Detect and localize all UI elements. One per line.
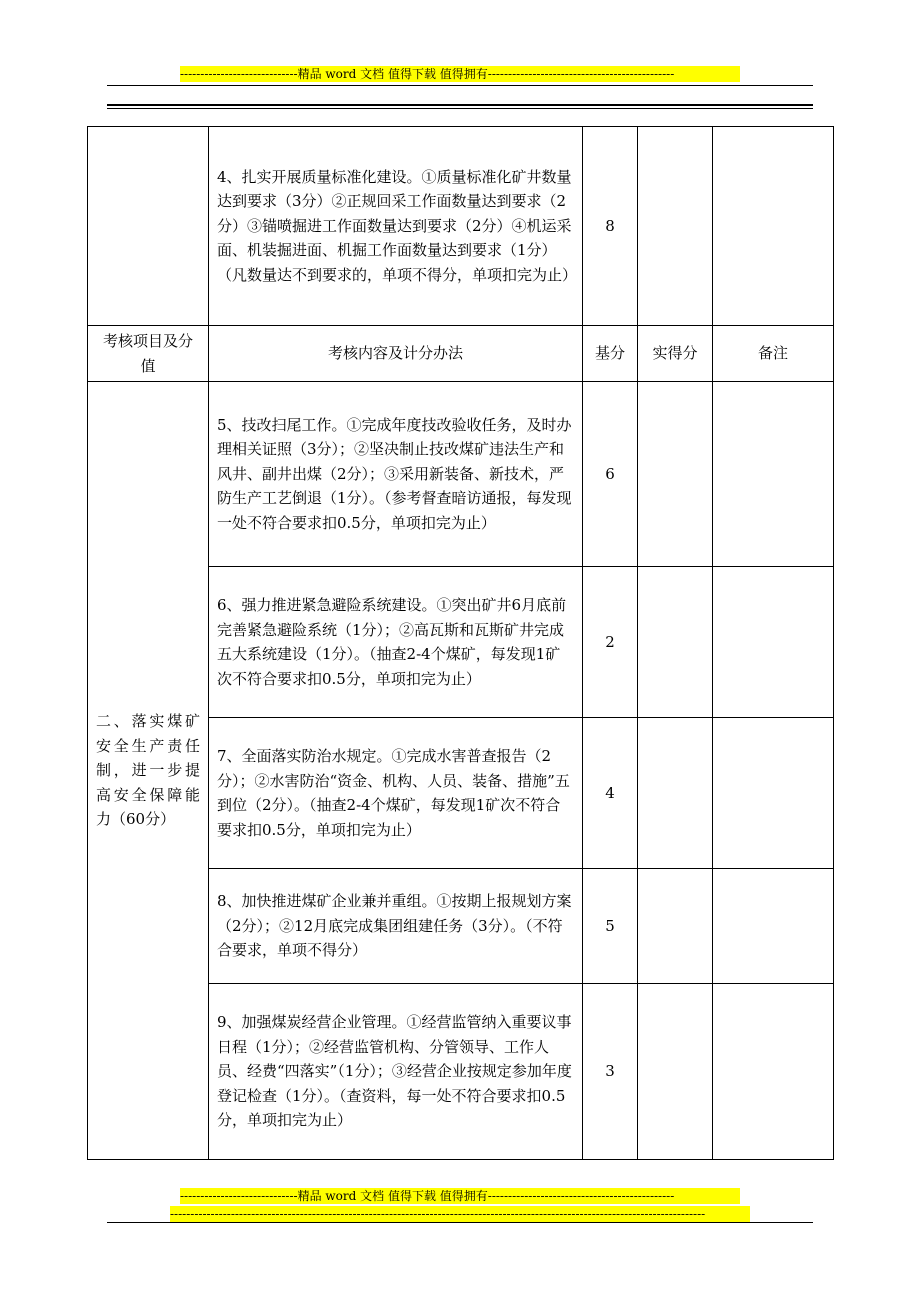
footer-rule	[107, 1222, 813, 1223]
item-actual-4	[638, 127, 713, 326]
item-actual-6	[638, 567, 713, 718]
header-content-cell: 考核内容及计分办法	[209, 326, 583, 382]
table-header-row	[88, 326, 834, 382]
header-banner: -----------------------------精品 word 文档 值得下载 值得拥有----------------------------------------------	[180, 66, 740, 82]
item-remark-9	[713, 984, 834, 1160]
item-content-7: 7、全面落实防治水规定。①完成水害普查报告（2分）；②水害防治“资金、机构、人员、装备、措施”五到位（2分）。（抽查2-4个煤矿，每发现1矿次不符合要求扣0.5分，单项扣完为止）	[209, 718, 583, 869]
item-base-7: 4	[583, 718, 638, 869]
item-remark-4	[713, 127, 834, 326]
item-base-6: 2	[583, 567, 638, 718]
footer-banner-1: -----------------------------精品 word 文档 值得下载 值得拥有----------------------------------------------	[180, 1188, 740, 1204]
header-rule-1	[107, 85, 813, 86]
table-row	[88, 382, 834, 567]
top-left-empty-cell	[88, 127, 209, 326]
footer-banner-2: ------------------------------------------------------------------------------------------------------------------------------------	[170, 1206, 750, 1222]
header-remark-cell: 备注	[713, 326, 834, 382]
item-actual-9	[638, 984, 713, 1160]
item-actual-5	[638, 382, 713, 567]
item-content-6: 6、强力推进紧急避险系统建设。①突出矿井6月底前完善紧急避险系统（1分）；②高瓦斯和瓦斯矿井完成五大系统建设（1分）。（抽查2-4个煤矿，每发现1矿次不符合要求扣0.5分，单项扣完为止）	[209, 567, 583, 718]
assessment-table	[87, 126, 834, 1160]
header-rule-2	[107, 104, 813, 106]
header-rule-3	[107, 108, 813, 109]
item-content-4: 4、扎实开展质量标准化建设。①质量标准化矿井数量达到要求（3分）②正规回采工作面数量达到要求（2分）③锚喷掘进工作面数量达到要求（2分）④机运采面、机装掘进面、机掘工作面数量达到要求（1分）（凡数量达不到要求的，单项不得分，单项扣完为止）	[209, 127, 583, 326]
item-base-9: 3	[583, 984, 638, 1160]
category-cell: 二、落实煤矿安全生产责任制，进一步提高安全保障能力（60分）	[88, 382, 209, 1160]
item-base-8: 5	[583, 869, 638, 984]
item-actual-7	[638, 718, 713, 869]
item-content-5: 5、技改扫尾工作。①完成年度技改验收任务，及时办理相关证照（3分）；②坚决制止技改煤矿违法生产和风井、副井出煤（2分）；③采用新装备、新技术，严防生产工艺倒退（1分）。（参考督查暗访通报，每发现一处不符合要求扣0.5分，单项扣完为止）	[209, 382, 583, 567]
header-actual-cell: 实得分	[638, 326, 713, 382]
item-remark-5	[713, 382, 834, 567]
header-item-cell: 考核项目及分值	[88, 326, 209, 382]
item-remark-7	[713, 718, 834, 869]
header-base-cell: 基分	[583, 326, 638, 382]
item-content-8: 8、加快推进煤矿企业兼并重组。①按期上报规划方案（2分）；②12月底完成集团组建任务（3分）。（不符合要求，单项不得分）	[209, 869, 583, 984]
item-actual-8	[638, 869, 713, 984]
item-remark-8	[713, 869, 834, 984]
item-base-5: 6	[583, 382, 638, 567]
item-remark-6	[713, 567, 834, 718]
table-row	[88, 127, 834, 326]
item-content-9: 9、加强煤炭经营企业管理。①经营监管纳入重要议事日程（1分）；②经营监管机构、分管领导、工作人员、经费“四落实”（1分）；③经营企业按规定参加年度登记检查（1分）。（查资料，每一处不符合要求扣0.5分，单项扣完为止）	[209, 984, 583, 1160]
item-base-4: 8	[583, 127, 638, 326]
